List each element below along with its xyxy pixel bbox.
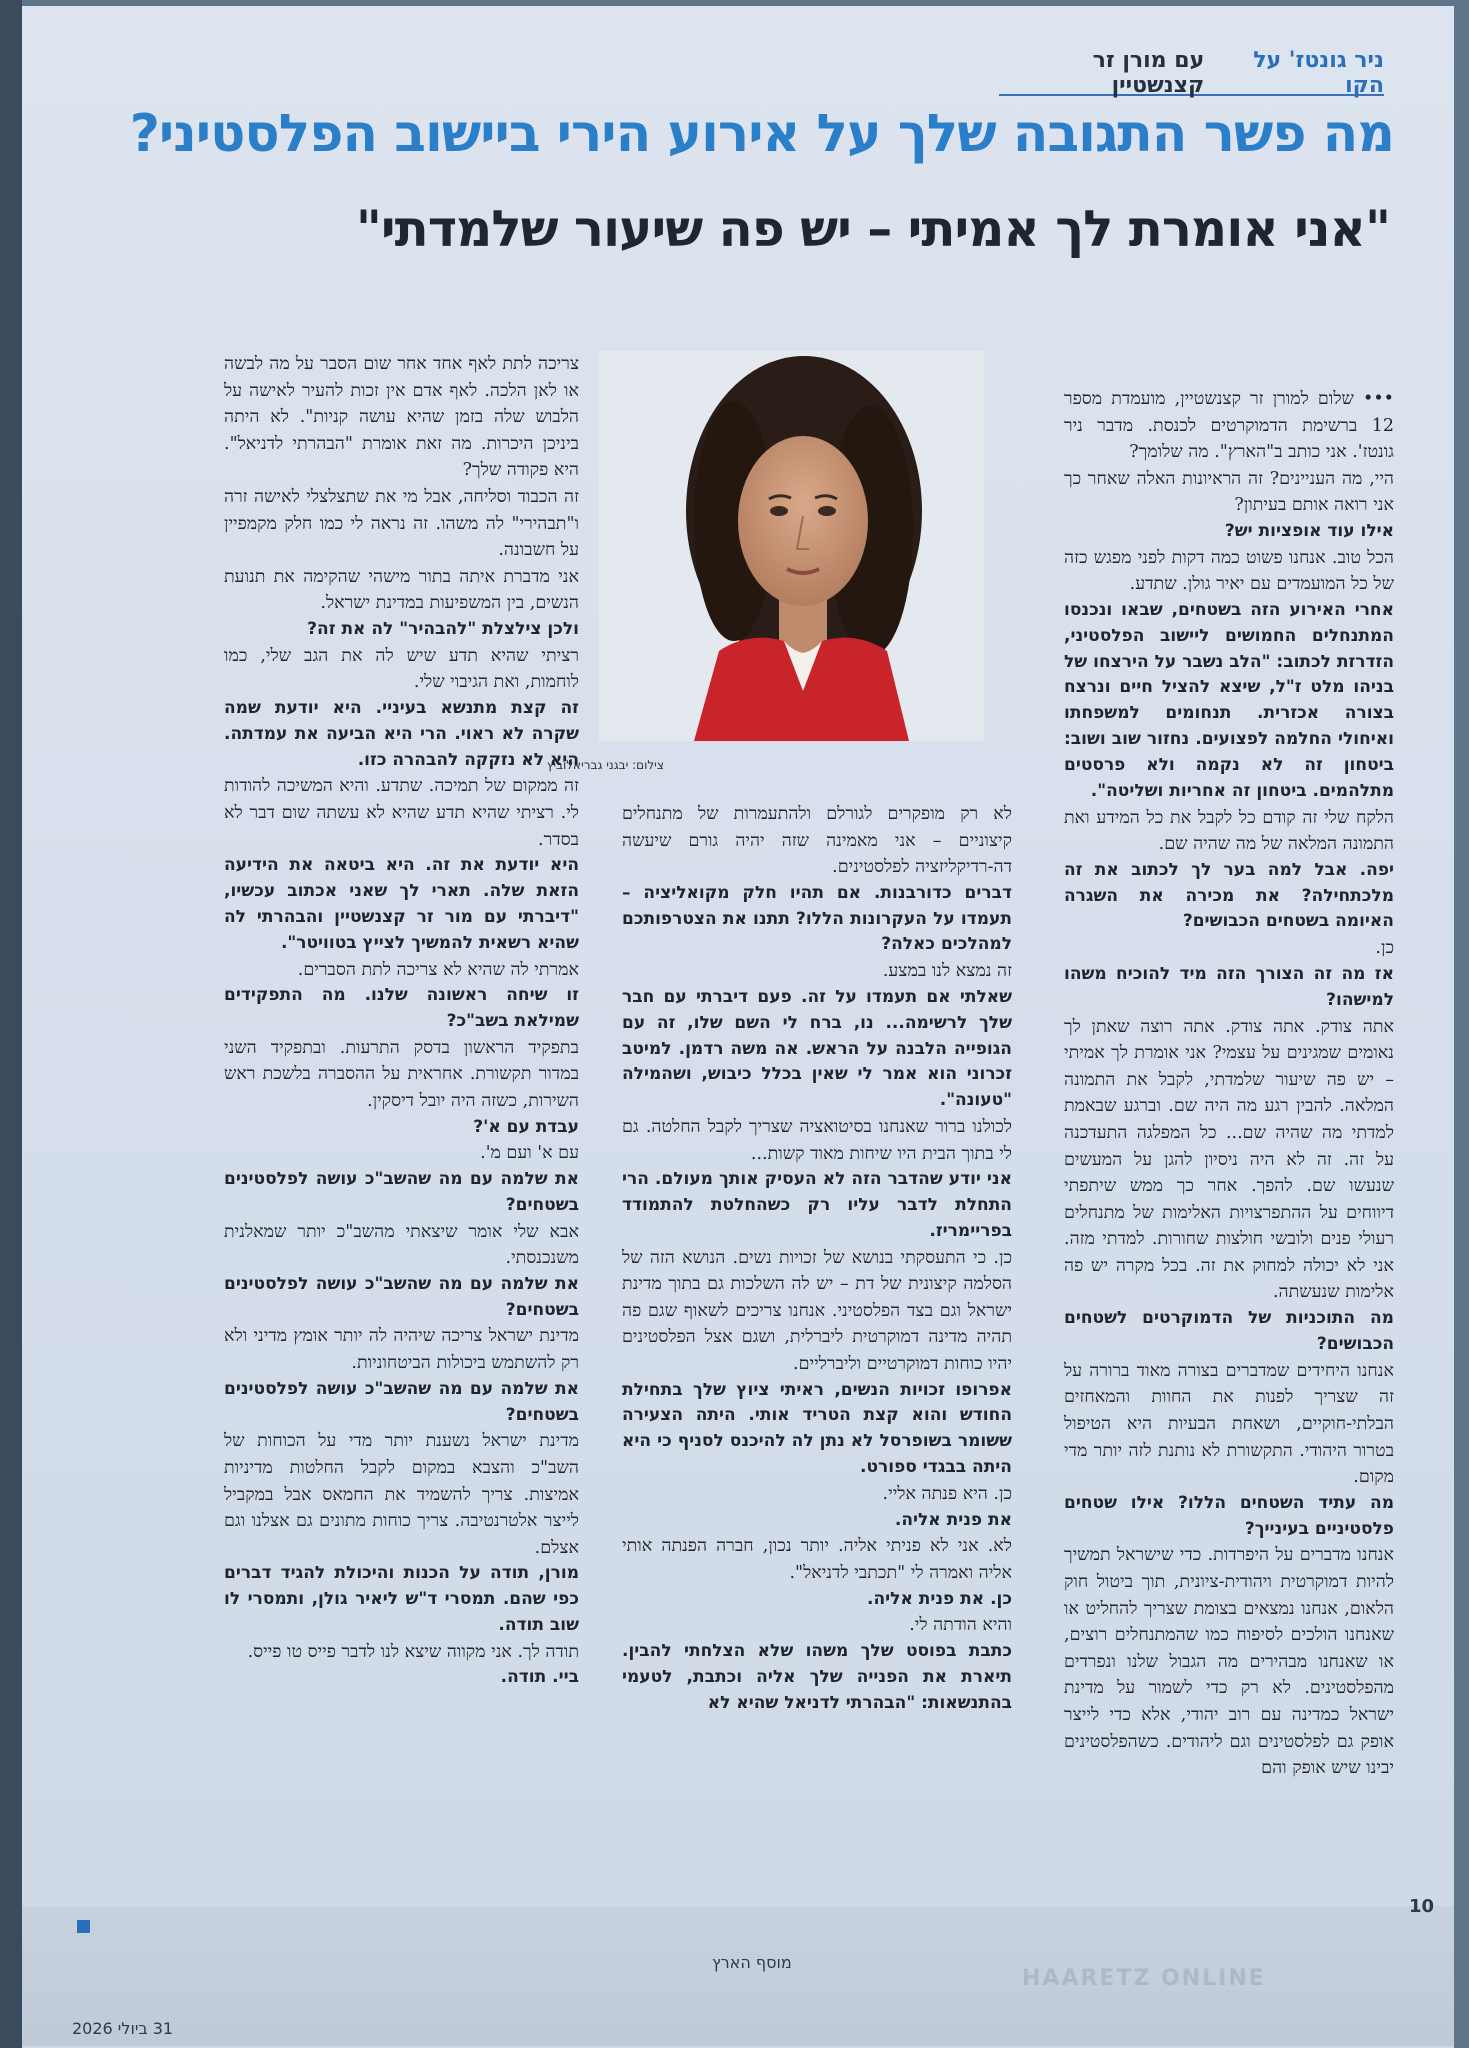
interview-answer: לא. אני לא פניתי אליה. יותר נכון, חברה הפנתה אותי אליה ואמרה לי "תכתבי לדניאל". [622, 1536, 1012, 1583]
interview-answer: זה הכבוד וסליחה, אבל מי את שתצלצלי לאישה זרה ו"תבהירי" לה משהו. זה נראה לי כמו חלק מקמפיין על חשבונה. [224, 486, 579, 561]
interview-question: אז מה זה הצורך הזה מיד להוכיח משהו למישהו? [1064, 963, 1394, 1010]
interview-question: היא יודעת את זה. היא ביטאה את הידיעה הזאת שלה. תארי לך שאני אכתוב עכשיו, "דיברתי עם מור זר קצנשטיין והבהרתי לה שהיא רשאית להמשיך לצייץ בטוויטר". [224, 855, 579, 953]
interview-answer: לכולנו ברור שאנחנו בסיטואציה שצריך לקבל החלטה. גם לי בתוך הבית היו שיחות מאוד קשות... [622, 1117, 1012, 1164]
portrait-illustration [599, 351, 984, 741]
interview-question: מורן, תודה על הכנות והיכולת להגיד דברים כפי שהם. תמסרי ד"ש ליאיר גולן, ותמסרי לו שוב תודה. [224, 1563, 579, 1635]
interview-question: את שלמה עם מה שהשב"כ עושה לפלסטינים בשטחים? [224, 1273, 579, 1320]
magazine-page [22, 6, 1454, 2048]
interview-question: זו שיחה ראשונה שלנו. מה התפקידים שמילאת בשב"כ? [224, 985, 579, 1031]
column-header [999, 48, 1384, 98]
interview-answer: כן. היא פנתה אליי. [882, 1483, 1012, 1504]
interview-answer: צריכה לתת לאף אחד אחר שום הסבר על מה לבשה או לאן הלכה. לאף אדם אין זכות להעיר לאישה על הלבוש שלה בזמן שהיא עושה קניות". לא היתה ביניכן היכרות. מה זאת אומרת "הבהרתי לדניאל". היא פקודה שלך? [224, 354, 579, 481]
interview-question: אחרי האירוע הזה בשטחים, שבאו ונכנסו המתנחלים החמושים ליישוב הפלסטיני, הזדרזת לכתוב: "הלב נשבר על הירצחו של בניהו מלט ז"ל, שיצא להציל חיים ונרצח בצורה אכזרית. תנחומים למשפחתו ואיחולי החלמה לפצועים. נחזור שוב ושוב: ביטחון זה לא נקמה ולא פרסטים מתלהמים. ביטחון זה אחריות ושליטה". [1064, 599, 1394, 801]
interview-question: אילו עוד אופציות יש? [1224, 520, 1394, 541]
interview-question: את שלמה עם מה שהשב"כ עושה לפלסטינים בשטחים? [224, 1378, 579, 1425]
page-number: 10 [1408, 1896, 1434, 1917]
interview-question: ביי. תודה. [500, 1667, 579, 1688]
issue-date: 31 ביולי 2026 [72, 2019, 174, 2038]
portrait-photo [599, 351, 984, 741]
headline: מה פשר התגובה שלך על אירוע הירי ביישוב הפלסטיני? [129, 104, 1394, 164]
interview-answer: מדינת ישראל צריכה שיהיה לה יותר אומץ מדיני ולא רק להשתמש ביכולות הביטחוניות. [224, 1326, 579, 1374]
interview-answer: אנחנו מדברים על היפרדות. כדי שישראל תמשיך להיות דמוקרטית ויהודית-ציונית, תוך ביטול חוק הלאום, אנחנו נמצאים בצומת שצריך להחליט או שאנחנו הולכים לסיפוח כמו שהמתנחלים רוצים, או שאנחנו מבהירים מה הגבול שלנו ונפרדים מהפלסטינים. לא רק כדי לשמור על מדינת ישראל כמדינה עם רוב יהודי, אלא כדי לייצר אופק גם לפלסטינים וגם ליהודים. כשהפלסטינים יבינו שיש אופק והם [1064, 1545, 1394, 1779]
interview-answer: זה ממקום של תמיכה. שתדע. והיא המשיכה להודות לי. רציתי שהיא תדע שהיא לא עשתה שום דבר לא בסדר. [224, 776, 579, 850]
article-column-middle [622, 801, 1012, 1716]
interview-answer: עם א' ועם מ'. [480, 1143, 579, 1164]
interview-answer: אבא שלי אומר שיצאתי מהשב"כ יותר שמאלנית משנכנסתי. [224, 1221, 579, 1269]
interview-question: מה עתיד השטחים הללו? אילו שטחים פלסטיניים בעינייך? [1064, 1492, 1394, 1539]
interview-answer: אתה צודק. אתה צודק. אתה רוצה שאתן לך נאומים שמגינים על עצמי? אני אומרת לך אמיתי – יש פה שיעור שלמדתי, לקבל את התמונה המלאה. להבין רגע מה היה שם. וברגע שבאמת למדתי מה שהיה שם... כל המפלגה התעדכנה על זה. זה לא היה ניסיון להגן על המעשים שנעשו שם. להפך. אחר כך ממש שיתפתי דיווחים על ההתפרצויות האלימות של מתנחלים רעולי פנים ולובשי חולצות שחורות. למדתי מזה. אני לא יכולה למחוק את זה. בכל מקרה יש פה אלימות שנעשתה. [1064, 1016, 1394, 1303]
photo-credit: צילום: יבגני גבריאלוביץ [546, 758, 664, 772]
page-spine [0, 0, 22, 2048]
interview-answer: כן. כי התעסקתי בנושא של זכויות נשים. הנושא הזה של הסלמה קיצונית של דת – יש לה השלכות גם בתוך מדינת ישראל וגם בצד הפלסטיני. אנחנו צריכים לשאוף שגם פה תהיה מדינה דמוקרטית ליברלית, ושגם אצל הפלסטינים יהיו כוחות דמוקרטיים וליברליים. [622, 1247, 1012, 1375]
interview-answer: הלקח שלי זה קודם כל לקבל את כל המידע ואת התמונה המלאה של מה שהיה שם. [1064, 807, 1394, 855]
interview-answer: זה נמצא לנו במצע. [882, 961, 1012, 982]
interview-question: מה התוכניות של הדמוקרטים לשטחים הכבושים? [1064, 1308, 1394, 1354]
interview-answer: אנחנו היחידים שמדברים בצורה מאוד ברורה על זה שצריך לפנות את החוות והמאחזים הבלתי-חוקיים, ושאחת הבעיות היא הטיפול בטרור היהודי. התקשורת לא נותנת לזה יותר מדי מקום. [1064, 1360, 1394, 1488]
interview-question: יפה. אבל למה בער לך לכתוב את זה מלכתחילה? את מכירה את השגרה האיומה בשטחים הכבושים? [1064, 859, 1394, 932]
interview-answer: אני מדברת איתה בתור מישהי שהקימה את תנועת הנשים, בין המשפיעות במדינת ישראל. [224, 566, 579, 614]
ghost-ad-text: HAARETZ ONLINE [1022, 1966, 1266, 1991]
interview-question: אפרופו זכויות הנשים, ראיתי ציוץ שלך בתחילת החודש והוא קצת הטריד אותי. היתה הצעירה ששומר בשופרסל לא נתן לה להיכנס לסניף כי היא היתה בבגדי ספורט. [622, 1379, 1012, 1478]
end-mark-icon [77, 1920, 90, 1933]
interview-question: ולכן צילצלת "להבהיר" לה את זה? [307, 618, 579, 639]
interview-answer: תודה לך. אני מקווה שיצא לנו לדבר פייס טו פייס. [247, 1641, 579, 1662]
interview-answer: רציתי שהיא תדע שיש לה את הגב שלי, כמו לוחמות, ואת הגיבוי שלי. [224, 645, 579, 693]
article-column-right [1064, 386, 1394, 1782]
supplement-title: מוסף הארץ [712, 1953, 792, 1972]
interview-question: כן. את פנית אליה. [867, 1588, 1012, 1609]
interview-question: דברים כדורבנות. אם תהיו חלק מקואליציה – תעמדו על העקרונות הללו? תתנו את הצטרפותכם למהלכים כאלה? [622, 882, 1012, 955]
interview-answer: לא רק מופקרים לגורלם ולהתעמרות של מתנחלים קיצוניים – אני מאמינה שזה יהיה גורם שיעשה דה-רדיקליזציה לפלסטינים. [622, 804, 1012, 878]
interview-question: אני יודע שהדבר הזה לא העסיק אותך מעולם. הרי התחלת לדבר עליו רק כשהחלטת להתמודד בפריימריז. [622, 1169, 1012, 1241]
interview-answer: בתפקיד הראשון בדסק התרעות. ובתפקיד השני במדור תקשורת. אחראית על ההסברה בלשכת ראש השירות, כשזה היה יובל דיסקין. [224, 1037, 579, 1111]
interview-answer: ••• שלום למורן זר קצנשטיין, מועמדת מספר 12 ברשימת הדמוקרטים לכנסת. מדבר ניר גונטז'. אני כותב ב"הארץ". מה שלומך? [1064, 389, 1394, 463]
interview-answer: היי, מה העניינים? זה הראיונות האלה שאחר כך אני רואה אותם בעיתון? [1064, 468, 1394, 516]
subheadline: "אני אומרת לך אמיתי – יש פה שיעור שלמדתי" [355, 200, 1390, 258]
interview-answer: אמרתי לה שהיא לא צריכה לתת הסברים. [297, 959, 579, 980]
interview-answer: כן. [1375, 938, 1394, 959]
interview-question: את שלמה עם מה שהשב"כ עושה לפלסטינים בשטחים? [224, 1168, 579, 1215]
interview-question: את פנית אליה. [894, 1509, 1012, 1530]
interview-question: זה קצת מתנשא בעיניי. היא יודעת שמה שקרה לא ראוי. הרי היא הביעה את עמדתה. היא לא נזקקה להבהרה כזו. [224, 697, 579, 770]
interview-question: שאלתי אם תעמדו על זה. פעם דיברתי עם חבר שלך לרשימה... נו, ברח לי השם שלו, זה עם הגופייה הלבנה על הראש. אה משה רדמן. למיטב זכרוני הוא אמר לי שאין בכלל כיבוש, ושהמילה "טעונה". [622, 986, 1012, 1111]
interview-question: עבדת עם א'? [473, 1116, 579, 1137]
column-guest: עם מורן זר קצנשטיין [1092, 48, 1205, 98]
interview-answer: הכל טוב. אנחנו פשוט כמה דקות לפני מפגש כזה של כל המועמדים עם יאיר גולן. שתדע. [1064, 547, 1394, 595]
column-name: ניר גונטז' על הקו [1253, 48, 1384, 98]
interview-question: כתבת בפוסט שלך משהו שלא הצלחתי להבין. תיארת את הפנייה שלך אליה וכתבת, לטעמי בהתנשאות: "הבהרתי לדניאל שהיא לא [622, 1640, 1012, 1713]
article-column-left [224, 351, 579, 1691]
interview-answer: מדינת ישראל נשענת יותר מדי על הכוחות של השב"כ והצבא במקום לקבל החלטות מדיניות אמיצות. צריך להשמיד את החמאס אבל במקביל לייצר אלטרנטיבה. צריך כוחות מתונים גם אצלנו וגם אצלם. [224, 1431, 579, 1558]
interview-answer: והיא הודתה לי. [909, 1615, 1012, 1636]
